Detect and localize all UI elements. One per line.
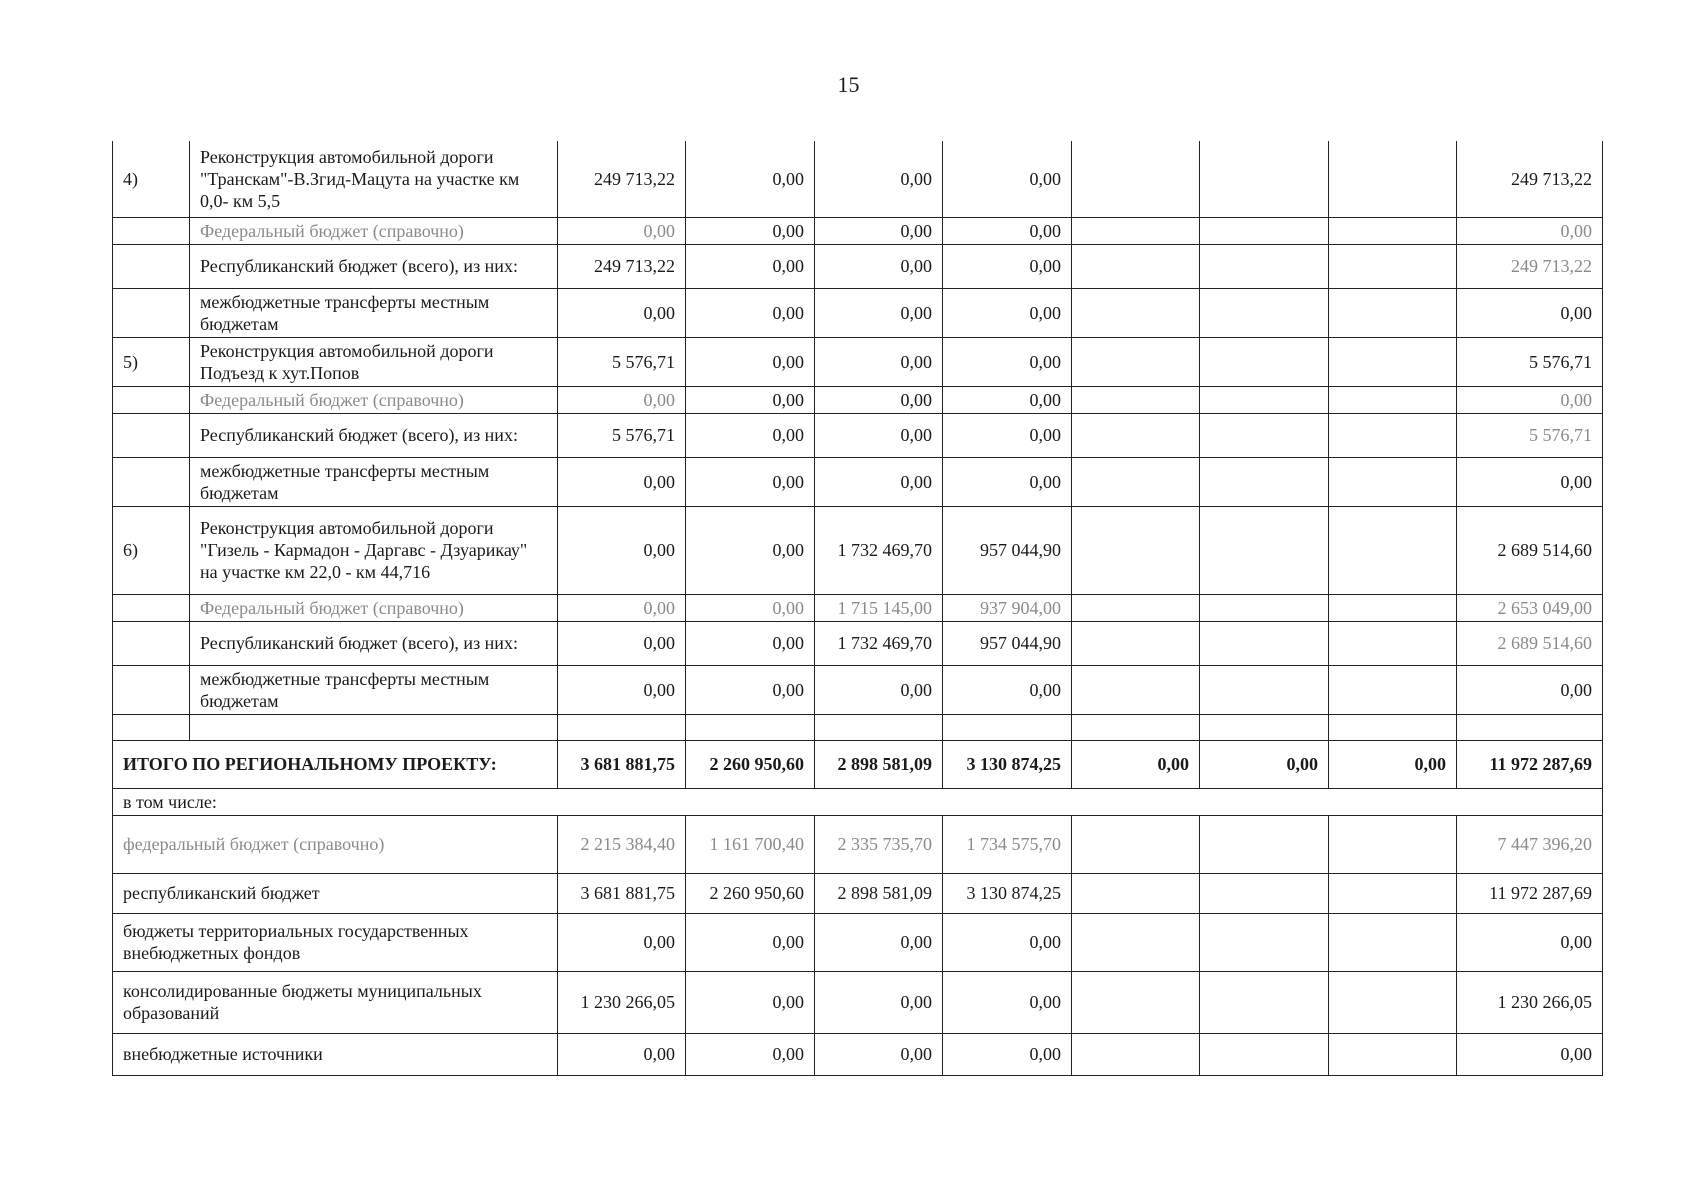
breakdown-label: внебюджетные источники [113,1033,558,1075]
republic-label: Республиканский бюджет (всего), из них: [190,621,558,665]
value-cell-1: 0,00 [558,1033,686,1075]
value-cell-5 [1072,913,1200,971]
value-cell-2: 0,00 [686,244,815,288]
transfers-row [113,457,1603,506]
value-cell-8: 11 972 287,69 [1457,740,1603,788]
value-cell-7 [1329,337,1457,386]
blank-row [113,714,1603,740]
value-cell-1: 0,00 [558,621,686,665]
value-cell-1: 5 576,71 [558,337,686,386]
value-cell-3: 0,00 [815,337,943,386]
section-row [113,337,1603,386]
value-cell-8: 0,00 [1457,457,1603,506]
budget-table [112,141,1603,1076]
value-cell-5 [1072,288,1200,337]
value-cell-3: 0,00 [815,665,943,714]
value-cell-6 [1200,815,1329,873]
value-cell-1: 5 576,71 [558,413,686,457]
breakdown-label: бюджеты территориальных государственных внебюджетных фондов [113,913,558,971]
page-number: 15 [837,72,860,97]
value-cell-2: 0,00 [686,288,815,337]
value-cell-2: 0,00 [686,594,815,621]
value-cell-4: 0,00 [943,913,1072,971]
value-cell-3: 0,00 [815,413,943,457]
transfers-label: межбюджетные трансферты местным бюджетам [190,665,558,714]
including-label: в том числе: [113,788,1603,815]
total-row [113,740,1603,788]
breakdown-label: консолидированные бюджеты муниципальных образований [113,971,558,1033]
value-cell-7 [1329,913,1457,971]
empty-cell [1329,714,1457,740]
value-cell-5 [1072,665,1200,714]
value-cell-8: 0,00 [1457,386,1603,413]
value-cell-5 [1072,217,1200,244]
empty-cell [113,217,190,244]
empty-cell [1457,714,1603,740]
value-cell-6 [1200,244,1329,288]
value-cell-1: 2 215 384,40 [558,815,686,873]
value-cell-7 [1329,594,1457,621]
section-index: 6) [113,506,190,594]
breakdown-row [113,1033,1603,1075]
value-cell-1: 0,00 [558,457,686,506]
transfers-row [113,288,1603,337]
value-cell-5 [1072,873,1200,913]
value-cell-5 [1072,337,1200,386]
empty-cell [113,457,190,506]
value-cell-6 [1200,594,1329,621]
empty-cell [686,714,815,740]
value-cell-8: 0,00 [1457,665,1603,714]
value-cell-8: 7 447 396,20 [1457,815,1603,873]
value-cell-4: 937 904,00 [943,594,1072,621]
value-cell-7 [1329,506,1457,594]
value-cell-7 [1329,815,1457,873]
value-cell-1: 0,00 [558,217,686,244]
value-cell-2: 0,00 [686,217,815,244]
value-cell-6 [1200,457,1329,506]
empty-cell [113,413,190,457]
value-cell-6 [1200,288,1329,337]
value-cell-4: 0,00 [943,141,1072,217]
value-cell-4: 3 130 874,25 [943,740,1072,788]
value-cell-4: 0,00 [943,971,1072,1033]
value-cell-2: 0,00 [686,1033,815,1075]
transfers-label: межбюджетные трансферты местным бюджетам [190,457,558,506]
empty-cell [113,594,190,621]
breakdown-row [113,815,1603,873]
value-cell-3: 0,00 [815,971,943,1033]
section-row [113,506,1603,594]
republic-row [113,413,1603,457]
value-cell-2: 0,00 [686,457,815,506]
value-cell-3: 2 335 735,70 [815,815,943,873]
empty-cell [113,714,190,740]
federal-label: Федеральный бюджет (справочно) [190,386,558,413]
section-row [113,141,1603,217]
value-cell-5 [1072,594,1200,621]
breakdown-row [113,873,1603,913]
value-cell-5 [1072,621,1200,665]
section-title: Реконструкция автомобильной дороги Подъезд к хут.Попов [190,337,558,386]
breakdown-row [113,913,1603,971]
republic-label: Республиканский бюджет (всего), из них: [190,244,558,288]
value-cell-4: 957 044,90 [943,506,1072,594]
value-cell-7 [1329,621,1457,665]
value-cell-8: 2 653 049,00 [1457,594,1603,621]
value-cell-2: 0,00 [686,413,815,457]
value-cell-3: 0,00 [815,913,943,971]
value-cell-8: 5 576,71 [1457,337,1603,386]
value-cell-1: 249 713,22 [558,141,686,217]
value-cell-7: 0,00 [1329,740,1457,788]
value-cell-6 [1200,621,1329,665]
empty-cell [190,714,558,740]
republic-label: Республиканский бюджет (всего), из них: [190,413,558,457]
value-cell-3: 0,00 [815,386,943,413]
value-cell-6 [1200,141,1329,217]
value-cell-8: 1 230 266,05 [1457,971,1603,1033]
value-cell-2: 0,00 [686,506,815,594]
federal-label: Федеральный бюджет (справочно) [190,217,558,244]
value-cell-6: 0,00 [1200,740,1329,788]
value-cell-6 [1200,873,1329,913]
value-cell-6 [1200,337,1329,386]
value-cell-7 [1329,457,1457,506]
value-cell-5 [1072,457,1200,506]
federal-label: Федеральный бюджет (справочно) [190,594,558,621]
value-cell-6 [1200,971,1329,1033]
value-cell-4: 0,00 [943,413,1072,457]
value-cell-4: 0,00 [943,217,1072,244]
value-cell-2: 0,00 [686,971,815,1033]
value-cell-4: 0,00 [943,244,1072,288]
value-cell-4: 0,00 [943,457,1072,506]
republic-row [113,244,1603,288]
section-title: Реконструкция автомобильной дороги "Гизель - Кармадон - Даргавс - Дзуарикау" на участке км 22,0 - км 44,716 [190,506,558,594]
value-cell-5 [1072,506,1200,594]
value-cell-3: 0,00 [815,141,943,217]
republic-row [113,621,1603,665]
value-cell-5: 0,00 [1072,740,1200,788]
budget-table-body [113,141,1603,1075]
value-cell-7 [1329,386,1457,413]
value-cell-6 [1200,1033,1329,1075]
federal-row [113,217,1603,244]
value-cell-3: 0,00 [815,288,943,337]
value-cell-7 [1329,971,1457,1033]
empty-cell [558,714,686,740]
value-cell-4: 1 734 575,70 [943,815,1072,873]
value-cell-1: 0,00 [558,386,686,413]
value-cell-8: 249 713,22 [1457,141,1603,217]
empty-cell [943,714,1072,740]
value-cell-7 [1329,1033,1457,1075]
empty-cell [113,665,190,714]
value-cell-3: 1 732 469,70 [815,621,943,665]
value-cell-4: 0,00 [943,1033,1072,1075]
value-cell-7 [1329,873,1457,913]
value-cell-5 [1072,413,1200,457]
value-cell-6 [1200,386,1329,413]
value-cell-8: 5 576,71 [1457,413,1603,457]
value-cell-2: 2 260 950,60 [686,740,815,788]
value-cell-2: 0,00 [686,621,815,665]
value-cell-5 [1072,815,1200,873]
value-cell-1: 1 230 266,05 [558,971,686,1033]
value-cell-7 [1329,244,1457,288]
value-cell-3: 0,00 [815,457,943,506]
value-cell-2: 0,00 [686,337,815,386]
value-cell-7 [1329,665,1457,714]
value-cell-1: 0,00 [558,506,686,594]
empty-cell [113,244,190,288]
value-cell-1: 0,00 [558,913,686,971]
value-cell-3: 1 732 469,70 [815,506,943,594]
value-cell-6 [1200,506,1329,594]
value-cell-6 [1200,665,1329,714]
value-cell-4: 0,00 [943,288,1072,337]
value-cell-4: 957 044,90 [943,621,1072,665]
value-cell-3: 0,00 [815,244,943,288]
value-cell-4: 0,00 [943,337,1072,386]
including-row [113,788,1603,815]
federal-row [113,386,1603,413]
empty-cell [113,288,190,337]
value-cell-8: 249 713,22 [1457,244,1603,288]
value-cell-1: 0,00 [558,288,686,337]
value-cell-5 [1072,141,1200,217]
section-title: Реконструкция автомобильной дороги "Транскам"-В.Згид-Мацута на участке км 0,0- км 5,5 [190,141,558,217]
value-cell-2: 0,00 [686,913,815,971]
value-cell-8: 0,00 [1457,1033,1603,1075]
value-cell-3: 2 898 581,09 [815,873,943,913]
value-cell-4: 0,00 [943,386,1072,413]
value-cell-7 [1329,141,1457,217]
value-cell-1: 0,00 [558,594,686,621]
value-cell-7 [1329,217,1457,244]
breakdown-row [113,971,1603,1033]
value-cell-6 [1200,913,1329,971]
value-cell-6 [1200,217,1329,244]
value-cell-4: 0,00 [943,665,1072,714]
value-cell-8: 0,00 [1457,217,1603,244]
value-cell-1: 3 681 881,75 [558,873,686,913]
value-cell-1: 249 713,22 [558,244,686,288]
empty-cell [113,386,190,413]
empty-cell [113,621,190,665]
value-cell-8: 0,00 [1457,913,1603,971]
value-cell-7 [1329,288,1457,337]
section-index: 5) [113,337,190,386]
empty-cell [1200,714,1329,740]
value-cell-1: 3 681 881,75 [558,740,686,788]
value-cell-5 [1072,971,1200,1033]
value-cell-7 [1329,413,1457,457]
value-cell-2: 1 161 700,40 [686,815,815,873]
empty-cell [815,714,943,740]
federal-row [113,594,1603,621]
breakdown-label: республиканский бюджет [113,873,558,913]
value-cell-3: 0,00 [815,217,943,244]
value-cell-2: 2 260 950,60 [686,873,815,913]
value-cell-2: 0,00 [686,386,815,413]
value-cell-6 [1200,413,1329,457]
transfers-row [113,665,1603,714]
empty-cell [1072,714,1200,740]
section-index: 4) [113,141,190,217]
value-cell-5 [1072,1033,1200,1075]
value-cell-8: 2 689 514,60 [1457,621,1603,665]
transfers-label: межбюджетные трансферты местным бюджетам [190,288,558,337]
value-cell-8: 0,00 [1457,288,1603,337]
total-label: ИТОГО ПО РЕГИОНАЛЬНОМУ ПРОЕКТУ: [113,740,558,788]
value-cell-1: 0,00 [558,665,686,714]
value-cell-8: 2 689 514,60 [1457,506,1603,594]
value-cell-8: 11 972 287,69 [1457,873,1603,913]
value-cell-3: 1 715 145,00 [815,594,943,621]
breakdown-label: федеральный бюджет (справочно) [113,815,558,873]
value-cell-3: 0,00 [815,1033,943,1075]
value-cell-3: 2 898 581,09 [815,740,943,788]
value-cell-5 [1072,244,1200,288]
value-cell-4: 3 130 874,25 [943,873,1072,913]
value-cell-5 [1072,386,1200,413]
value-cell-2: 0,00 [686,665,815,714]
value-cell-2: 0,00 [686,141,815,217]
